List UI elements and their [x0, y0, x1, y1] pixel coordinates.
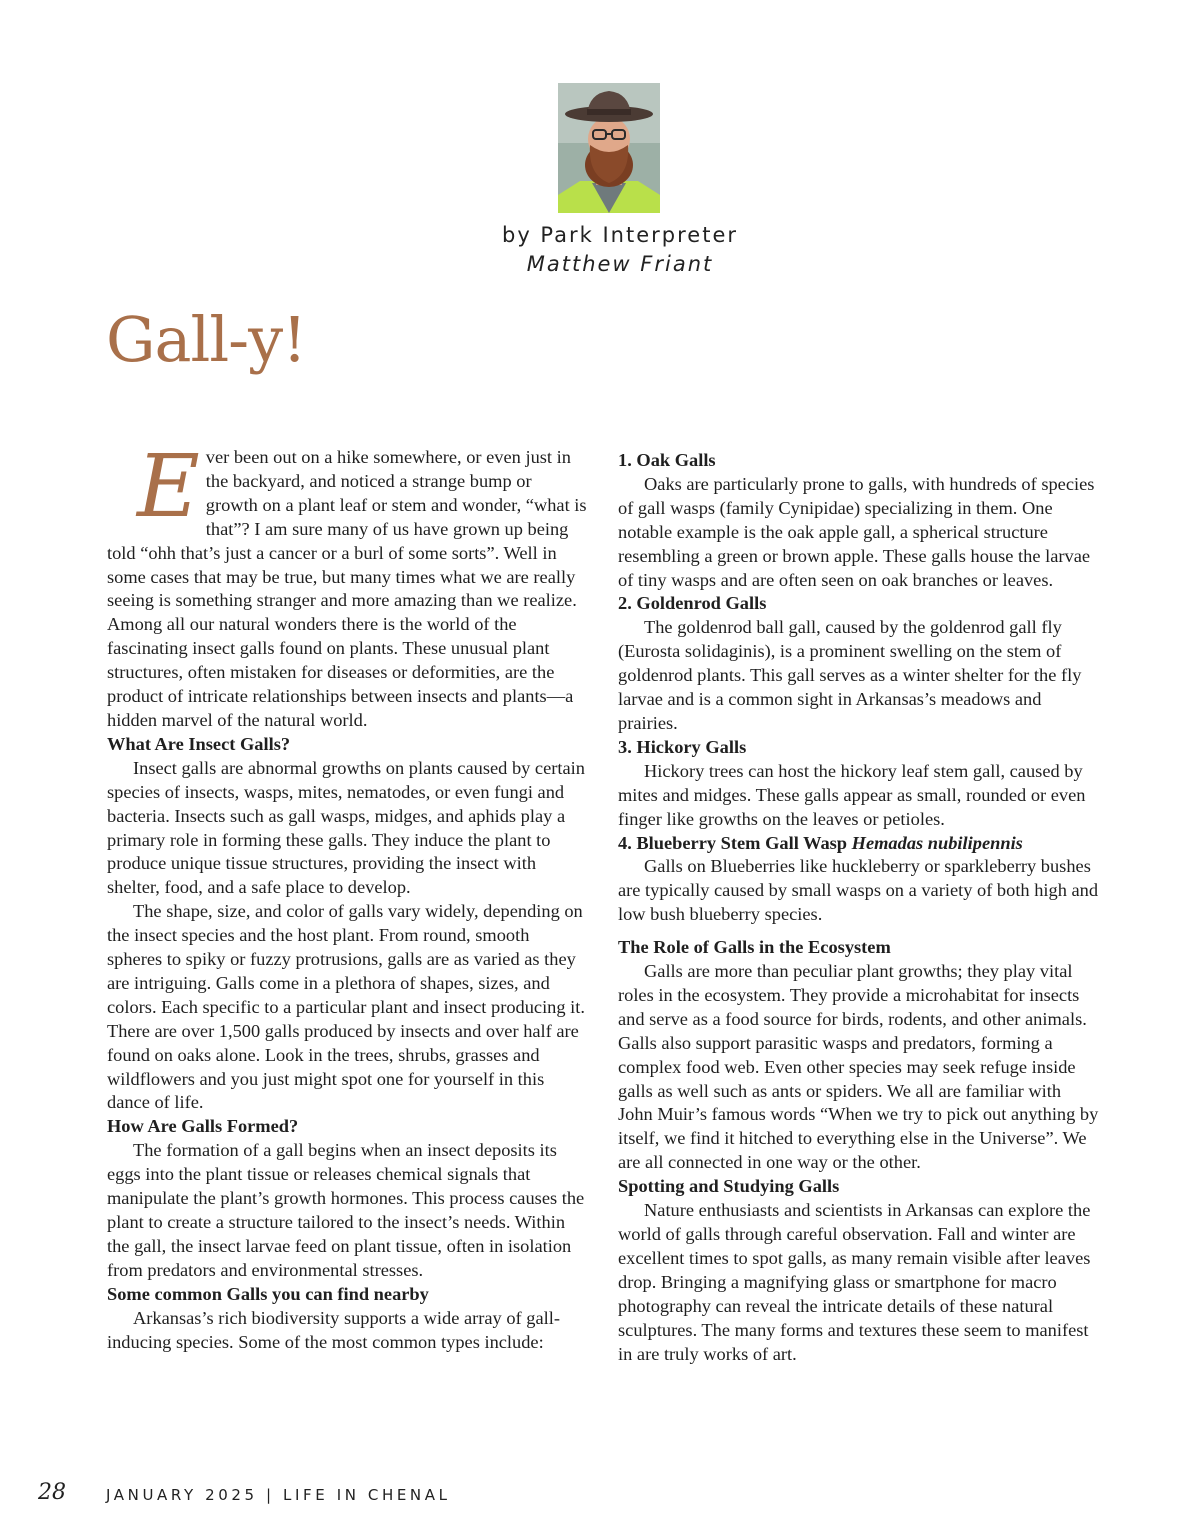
section-heading-how-formed: How Are Galls Formed?: [107, 1116, 299, 1137]
body-paragraph: Arkansas’s rich biodiversity supports a wide array of gall-inducing species. Some of the most common types include:: [107, 1307, 560, 1352]
body-paragraph: The goldenrod ball gall, caused by the goldenrod gall fly (Eurosta solidaginis), is a prominent swelling on the stem of goldenrod plants. This gall serves as a winter shelter for the fly larvae and is a common sight in Arkansas’s meadows and prairies.: [618, 617, 1082, 733]
byline-role: by Park Interpreter: [502, 223, 738, 247]
body-paragraph: Hickory trees can host the hickory leaf stem gall, caused by mites and midges. These galls appear as small, rounded or even finger like growths on the leaves or petioles.: [618, 760, 1086, 829]
body-paragraph: Galls are more than peculiar plant growths; they play vital roles in the ecosystem. They provide a microhabitat for insects and serve as a food source for birds, rodents, and other animals. Galls also support parasitic wasps and predators, forming a complex food web. Even other species may seek refuge inside galls as well such as ants or spiders. We all are familiar with John Muir’s famous words “When we try to pick out anything by itself, we find it hitched to everything else in the Universe”. We are all connected in one way or the other.: [618, 961, 1099, 1173]
article-right-column: [618, 449, 1100, 1366]
body-paragraph: The formation of a gall begins when an insect deposits its eggs into the plant tissue or releases chemical signals that manipulate the plant’s growth hormones. This process causes the plant to create a structure tailored to the insect’s needs. Within the gall, the insect larvae feed on plant tissue, often in isolation from predators and environmental stresses.: [107, 1140, 585, 1280]
author-photo: [558, 83, 660, 213]
section-heading-common-galls: Some common Galls you can find nearby: [107, 1283, 429, 1304]
issue-info: JANUARY 2025 | LIFE IN CHENAL: [106, 1486, 451, 1504]
intro-text: ver been out on a hike somewhere, or even just in the backyard, and noticed a strange bump or growth on a plant leaf or stem and wonder, “what is that”? I am sure many of us have grown up being told “ohh that’s just a cancer or a burl of some sorts”. Well in some cases that may be true, but many times what we are really seeing is something stranger and more amazing than we realize. Among all our natural wonders there is the world of the fascinating insect galls found on plants. These unusual plant structures, often mistaken for diseases or deformities, are the product of intricate relationships between insects and plants—a hidden marvel of the natural world.: [107, 447, 587, 730]
drop-cap: E: [137, 437, 200, 537]
gall-heading-goldenrod: 2. Goldenrod Galls: [618, 593, 767, 614]
body-paragraph: Oaks are particularly prone to galls, with hundreds of species of gall wasps (family Cynipidae) specializing in them. One notable example is the oak apple gall, a spherical structure resembling a green or brown apple. These galls house the larvae of tiny wasps and are often seen on oak branches or leaves.: [618, 473, 1095, 590]
body-paragraph: Insect galls are abnormal growths on plants caused by certain species of insects, wasps, mites, nematodes, or even fungi and bacteria. Insects such as gall wasps, midges, and aphids play a primary role in forming these galls. They induce the plant to produce unique tissue structures, providing the insect with shelter, food, and a safe place to develop.: [107, 757, 585, 898]
species-name: Hemadas nubilipennis: [851, 832, 1023, 853]
body-paragraph: Galls on Blueberries like huckleberry or sparkleberry bushes are typically caused by small wasps on a variety of both high and low bush blueberry species.: [618, 856, 1099, 925]
body-paragraph: The shape, size, and color of galls vary widely, depending on the insect species and the host plant. From round, smooth spheres to spiky or fuzzy protrusions, galls are as varied as they are intriguing. Galls come in a plethora of shapes, sizes, and colors. Each specific to a particular plant and insect producing it. There are over 1,500 galls produced by insects and over half are found on oaks alone. Look in the trees, shrubs, grasses and wildflowers and you just might spot one for yourself in this dance of life.: [107, 901, 585, 1113]
gall-heading-blueberry: [618, 832, 1100, 856]
article-title: Gall-y!: [106, 303, 307, 376]
intro-paragraph: [107, 437, 587, 733]
gall-heading-blueberry-label: 4. Blueberry Stem Gall Wasp: [618, 832, 848, 853]
article-left-column: [107, 437, 587, 1354]
gall-heading-oak: 1. Oak Galls: [618, 450, 716, 470]
page-number: 28: [38, 1480, 66, 1505]
gall-heading-hickory: 3. Hickory Galls: [618, 736, 747, 757]
body-paragraph: Nature enthusiasts and scientists in Arkansas can explore the world of galls through careful observation. Fall and winter are excellent times to spot galls, as many remain visible after leaves drop. Bringing a magnifying glass or smartphone for macro photography can reveal the intricate details of these natural sculptures. The many forms and textures these seem to manifest in are truly works of art.: [618, 1200, 1091, 1364]
byline-author: Matthew Friant: [526, 252, 714, 276]
author-portrait-image: [558, 83, 660, 213]
section-heading-ecosystem-role: The Role of Galls in the Ecosystem: [618, 937, 891, 958]
section-heading-what-are-galls: What Are Insect Galls?: [107, 733, 291, 754]
section-heading-spotting: Spotting and Studying Galls: [618, 1176, 840, 1197]
